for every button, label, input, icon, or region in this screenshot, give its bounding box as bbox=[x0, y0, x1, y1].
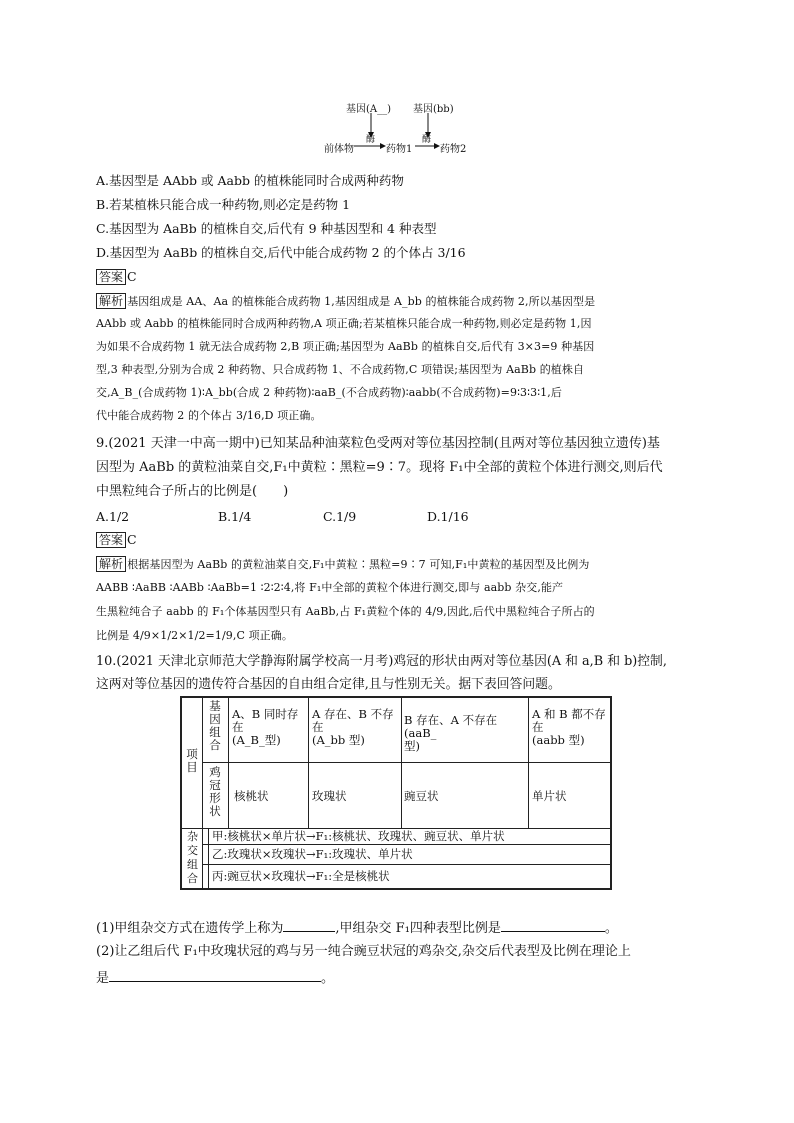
q9-analysis-line: AABB ∶AaBB ∶AABb ∶AaBb=1 ∶2∶2∶4,将 F₁中全部的黄粒个体进行测交,即与 aabb 杂交,能产 bbox=[96, 581, 564, 594]
gene-combo-char: 基 bbox=[209, 699, 221, 713]
col-header-text: (A_bb 型) bbox=[312, 733, 365, 747]
q9-stem-line: 因型为 AaBb 的黄粒油菜自交,F₁中黄粒∶黑粒=9∶7。现将 F₁中全部的黄粒个体进行测交,则后代 bbox=[96, 460, 663, 475]
item-label bbox=[184, 748, 200, 774]
drug1-label: 药物1 bbox=[386, 144, 413, 155]
q10-sub1-text: (1)甲组杂交方式在遗传学上称为 bbox=[96, 921, 284, 936]
analysis-tag: 解析 bbox=[96, 293, 126, 309]
answer-blank bbox=[501, 919, 605, 932]
precursor-label: 前体物 bbox=[324, 144, 354, 155]
shape-single: 单片状 bbox=[532, 789, 567, 803]
gene-combo-char: 组 bbox=[209, 725, 221, 739]
cross-label-char: 合 bbox=[187, 872, 198, 885]
gene-a-label: 基因(A__) bbox=[346, 104, 392, 115]
q8-analysis-text: 基因组成是 AA、Aa 的植株能合成药物 1,基因组成是 A_bb 的植株能合成药物 2,所以基因型是 bbox=[127, 295, 596, 308]
synthesis-pathway-diagram bbox=[320, 100, 490, 160]
col-header-text: 在 bbox=[312, 720, 324, 734]
q10-sub2-end: 。 bbox=[321, 971, 335, 986]
q8-option-c: C.基因型为 AaBb 的植株自交,后代有 9 种基因型和 4 种表型 bbox=[96, 221, 437, 236]
analysis-tag: 解析 bbox=[96, 556, 126, 572]
answer-blank bbox=[283, 919, 335, 932]
q9-answer bbox=[96, 532, 137, 548]
enzyme2-label: 酶 bbox=[422, 135, 432, 145]
col-header-none bbox=[532, 708, 608, 747]
q10-sub1-text: ,甲组杂交 F₁四种表型比例是 bbox=[335, 921, 501, 936]
cross-label-char: 杂 bbox=[187, 830, 198, 843]
q9-analysis-line: 生黑粒纯合子 aabb 的 F₁个体基因型只有 AaBb,占 F₁黄粒个体的 4/9,因此,后代中黑粒纯合子所占的 bbox=[96, 605, 595, 618]
comb-shape-char: 状 bbox=[209, 804, 221, 818]
shape-pea: 豌豆状 bbox=[404, 789, 439, 803]
item-label-char: 项 bbox=[186, 747, 198, 761]
answer-blank bbox=[109, 969, 321, 982]
cross-row: 甲:核桃状×单片状→F₁:核桃状、玫瑰状、豌豆状、单片状 bbox=[212, 829, 505, 843]
comb-shape-table bbox=[180, 696, 612, 890]
q10-stem-line: 这两对等位基因的遗传符合基因的自由组合定律,且与性别无关。据下表回答问题。 bbox=[96, 677, 561, 692]
comb-shape-char: 鸡 bbox=[209, 765, 221, 779]
q9-analysis-text: 根据基因型为 AaBb 的黄粒油菜自交,F₁中黄粒∶黑粒=9∶7 可知,F₁中黄粒的基因型及比例为 bbox=[127, 558, 590, 571]
q10-sub1 bbox=[96, 919, 618, 937]
cross-label bbox=[184, 830, 201, 886]
q9-option-b: B.1/4 bbox=[218, 509, 252, 524]
gene-combo-label bbox=[204, 700, 226, 752]
q8-analysis-line: 代中能合成药物 2 的个体占 3/16,D 项正确。 bbox=[96, 409, 322, 422]
comb-shape-char: 冠 bbox=[209, 778, 221, 792]
q10-sub1-end: 。 bbox=[604, 921, 618, 936]
q8-analysis-line: 为如果不合成药物 1 就无法合成药物 2,B 项正确;基因型为 AaBb 的植株自交,后代有 3×3=9 种基因 bbox=[96, 340, 595, 353]
col-header-b-only bbox=[404, 714, 526, 753]
gene-combo-char: 合 bbox=[209, 738, 221, 752]
gene-combo-char: 因 bbox=[209, 712, 221, 726]
col-header-text: B 存在、A 不存在(aaB_ bbox=[404, 713, 498, 740]
cross-row: 乙:玫瑰状×玫瑰状→F₁:玫瑰状、单片状 bbox=[212, 847, 413, 861]
q8-option-a: A.基因型是 AAbb 或 Aabb 的植株能同时合成两种药物 bbox=[96, 173, 404, 188]
col-header-text: (A_B_型) bbox=[232, 733, 281, 747]
q8-answer-value: C bbox=[127, 269, 137, 284]
q8-option-d: D.基因型为 AaBb 的植株自交,后代中能合成药物 2 的个体占 3/16 bbox=[96, 245, 466, 260]
q9-option-a: A.1/2 bbox=[96, 509, 130, 524]
col-header-text: A、B 同时存 bbox=[232, 707, 299, 721]
q9-stem-line: 中黑粒纯合子所占的比例是( ) bbox=[96, 484, 289, 499]
q10-sub2-line: (2)让乙组后代 F₁中玫瑰状冠的鸡与另一纯合豌豆状冠的鸡杂交,杂交后代表型及比例在理论上 bbox=[96, 944, 631, 959]
q9-option-d: D.1/16 bbox=[427, 509, 469, 524]
q9-analysis-line bbox=[96, 556, 590, 573]
col-header-ab bbox=[232, 708, 306, 747]
shape-walnut: 核桃状 bbox=[234, 789, 269, 803]
col-header-text: A 和 B 都不存 bbox=[532, 707, 606, 721]
q10-sub2-text: 是 bbox=[96, 971, 110, 986]
q8-answer bbox=[96, 269, 137, 285]
col-header-a-only bbox=[312, 708, 400, 747]
q8-analysis-line: 型,3 种表型,分别为合成 2 种药物、只合成药物 1、不合成药物,C 项错误;基因型为 AaBb 的植株自 bbox=[96, 363, 585, 376]
enzyme1-label: 酶 bbox=[366, 135, 376, 145]
cross-row: 丙:豌豆状×玫瑰状→F₁:全是核桃状 bbox=[212, 869, 390, 883]
q8-analysis-line bbox=[96, 293, 595, 310]
answer-tag: 答案 bbox=[96, 532, 126, 548]
item-label-char: 目 bbox=[186, 760, 198, 774]
comb-shape-label bbox=[204, 766, 226, 818]
q9-stem-line: 9.(2021 天津一中高一期中)已知某品种油菜粒色受两对等位基因控制(且两对等位基因独立遗传)基 bbox=[96, 436, 660, 451]
q8-option-b: B.若某植株只能合成一种药物,则必定是药物 1 bbox=[96, 197, 351, 212]
comb-shape-char: 形 bbox=[209, 791, 221, 805]
drug2-label: 药物2 bbox=[440, 144, 467, 155]
q9-option-c: C.1/9 bbox=[323, 509, 357, 524]
answer-tag: 答案 bbox=[96, 269, 126, 285]
col-header-text: 在 bbox=[532, 720, 544, 734]
col-header-text: 在 bbox=[232, 720, 244, 734]
q8-analysis-line: 交,A_B_(合成药物 1)∶A_bb(合成 2 种药物)∶aaB_(不合成药物)∶aabb(不合成药物)=9∶3∶3∶1,后 bbox=[96, 386, 562, 399]
q9-answer-value: C bbox=[127, 532, 137, 547]
q9-analysis-line: 比例是 4/9×1/2×1/2=1/9,C 项正确。 bbox=[96, 629, 293, 642]
cross-label-char: 组 bbox=[187, 858, 198, 871]
col-header-text: 型) bbox=[404, 739, 420, 753]
col-header-text: A 存在、B 不存 bbox=[312, 707, 394, 721]
shape-rose: 玫瑰状 bbox=[312, 789, 347, 803]
cross-label-char: 交 bbox=[187, 844, 198, 857]
col-header-text: (aabb 型) bbox=[532, 733, 585, 747]
gene-bb-label: 基因(bb) bbox=[413, 104, 454, 115]
q10-stem-line: 10.(2021 天津北京师范大学静海附属学校高一月考)鸡冠的形状由两对等位基因(A 和 a,B 和 b)控制, bbox=[96, 654, 667, 669]
q8-analysis-line: AAbb 或 Aabb 的植株能同时合成两种药物,A 项正确;若某植株只能合成一种药物,则必定是药物 1,因 bbox=[96, 317, 592, 330]
q10-sub2-line2 bbox=[96, 969, 334, 987]
